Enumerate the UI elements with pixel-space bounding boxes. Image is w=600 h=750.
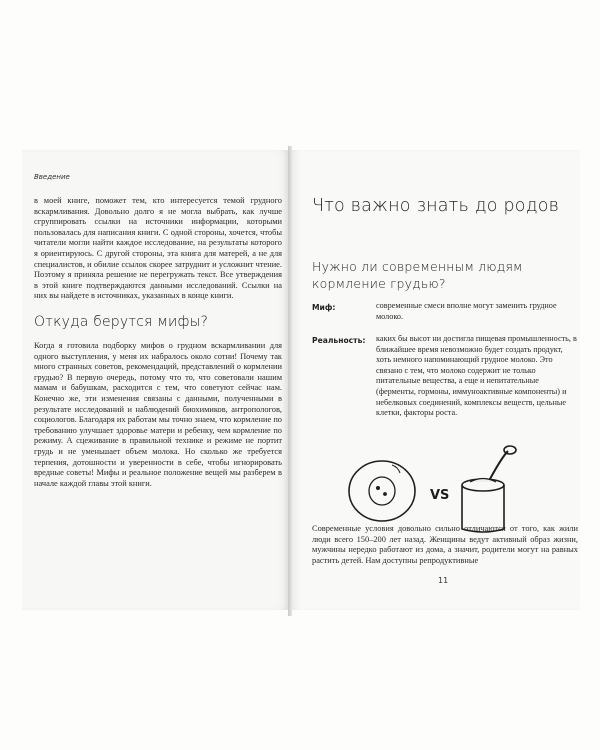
breast-vs-formula-illustration [330,445,530,535]
book-gutter [288,146,292,616]
reality-label: Реальность: [312,336,366,345]
right-bottom-paragraph: Современные условия довольно сильно отличаются от того, как жили люди всего 150–200 лет назад. Женщины ведут активный образ жизни, мужчины нередко работают из дома, а значит, родители могут на равных растить детей. Нам доступны репродуктивные [312,524,578,565]
left-paragraph-1: в моей книге, поможет тем, кто интересуется темой грудного вскармливания. Довольно долго я не могла выбрать, как лучше сгруппировать ссылки на источники информации, которыми пользовалась для написания книги. С одной стороны, хочется, чтобы читатели могли найти каждое исследование, на результаты которого я ориентируюсь. С другой стороны, эта книга для матерей, а не для специалистов, и обилие ссылок скорее затруднит и усложнит чтение. Поэтому я приняла решение не перегружать текст. Все утверждения в этой книге подтверждаются данными исследований. Ссылки на них вы найдете в источниках, указанных в конце книги. [34,196,282,301]
running-head: Введение [34,173,70,181]
myth-text: современные смеси вполне могут заменить грудное молоко. [376,301,557,321]
breast-drawing [349,461,415,521]
chapter-title: Что важно знать до родов [312,196,560,216]
left-paragraph-2: Когда я готовила подборку мифов о грудном вскармливании для одного выступления, у меня их набралось около сотни! Почему так много странных советов, рекомендаций, представлений о кормлении грудью? В первую очередь, потому что то, что советовали нашим мамам и бабушкам, расходится с тем, что советуют сейчас нам. Конечно же, эти изменения связаны с данными, полученными в результате исследований и наблюдений биохимиков, антропологов, социологов. Благодаря их работам мы точно знаем, что кормление по требованию улучшает здоровье матери и ребенку, чем кормление по режиму. А сцеживание в правильной технике и режиме не портит грудь и не уменьшает объем молока. Но сколько же требуется терпения, дотошности и уверенности в себе, чтобы игнорировать вредные советы! Мифы и реальное положение вещей мы разберем в начале каждой главы этой книги. [34,341,282,488]
section-subtitle: Нужно ли современным людям кормление грудью? [312,259,523,291]
vs-label: VS [430,488,450,503]
left-section-heading: Откуда берутся мифы? [34,314,209,330]
myth-label: Миф: [312,303,336,312]
reality-text: каких бы высот ни достигла пищевая промышленность, в ближайшее время невозможно будет создать продукт, хоть немного напоминающий грудное молоко. Это связано с тем, что молоко содержит не только питательные вещества, а еще и непитательные (ферменты, гормоны, иммуноактивные компоненты) и небелковых соединений, комплексы веществ, цельные клетки, факторы роста. [376,334,577,418]
page-number: 11 [438,576,449,585]
formula-can-drawing [462,446,516,532]
